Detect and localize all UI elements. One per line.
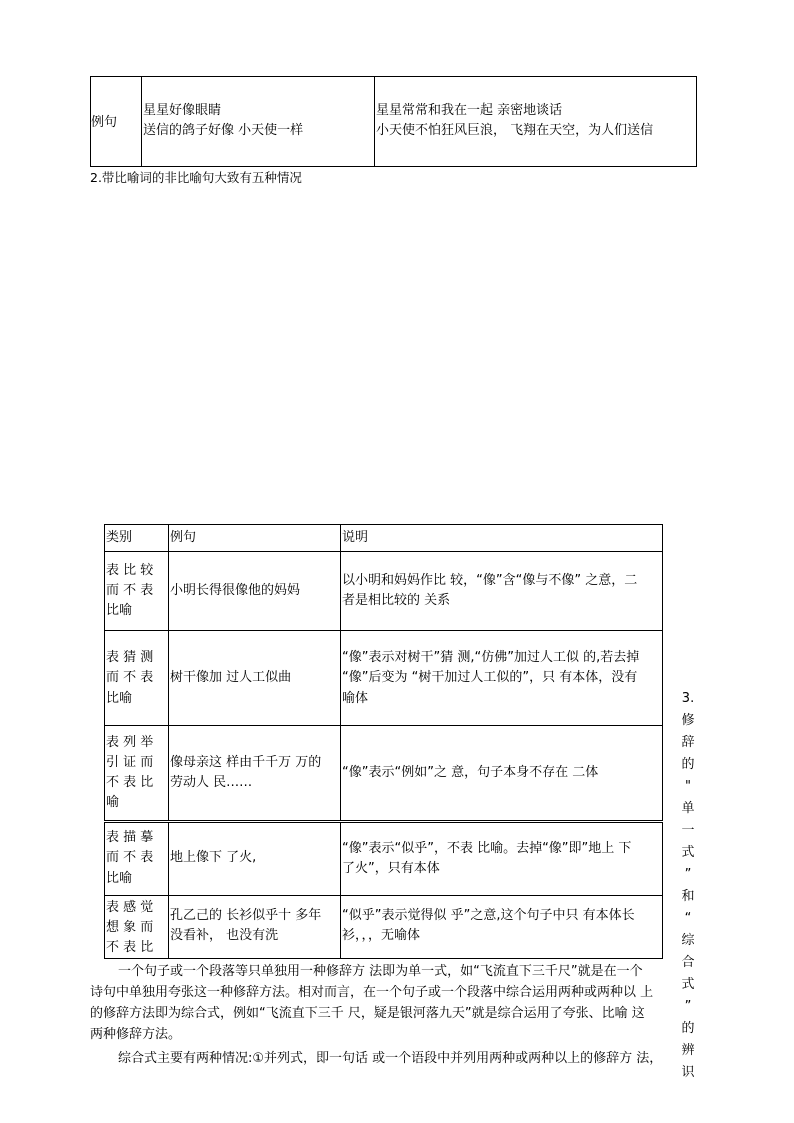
row3-category-line: 引 证 而 [106,755,154,770]
paragraph1-line: 一个句子或一个段落等只单独用一种修辞方 法即为单一式，如“飞流直下三千尺”就是在一个 [118,964,643,979]
header-category: 类别 [106,530,133,545]
row5-category-line: 想 象 而 [106,920,154,935]
row3-example-line: 像母亲这 样由千千万 万的 [170,755,322,770]
row3-category-line: 喻 [106,795,120,810]
heading-2: 2.带比喻词的非比喻句大致有五种情况 [90,170,302,185]
row4-category-line: 比喻 [106,871,133,886]
paragraph2-line: 综合式主要有两种情况:①并列式，即一句话 或一个语段中并列用两种或两种以上的修辞方 法， [118,1051,663,1066]
table1-col1-line: 送信的鸽子好像 小天使一样 [143,123,304,138]
row1-note-line: 者是相比较的 关系 [342,593,451,608]
row5-category-line: 不 表 比 [106,940,154,955]
table1-col2-line: 星星常常和我在一起 亲密地谈话 [376,103,563,118]
row1-note-line: 以小明和妈妈作比 较，“像”含“像与不像” 之意，二 [342,573,638,588]
paragraph1-line: 诗句中单独用夸张这一种修辞方法。相对而言，在一个句子或一个段落中综合运用两种或两种以 上 [90,985,654,1000]
row5-category-line: 表 感 觉 [106,900,154,915]
row2-example: 树干像加 过人工似曲 [170,670,292,685]
row3-category-line: 表 列 举 [106,735,154,750]
row2-category-line: 比喻 [106,691,133,706]
row3-note: “像”表示“例如”之 意，句子本身不存在 二体 [342,765,599,780]
row2-category-line: 表 猜 测 [106,650,154,665]
row2-note-line: “像”后变为 “树干加过人工似的”，只 有本体，没有 [342,670,638,685]
row2-note-line: “像”表示对树干”猜 测,“仿佛”加过人工似 的,若去掉 [342,650,640,665]
side-heading-char: 3. [681,691,695,706]
paragraph1-line: 的修辞方法即为综合式，例如“飞流直下三千 尺，疑是银河落九天”就是综合运用了夸张、比喻 这 [90,1006,645,1021]
row1-category-line: 表 比 较 [106,563,154,578]
side-heading-char: 式 [681,845,695,860]
row3-example-line: 劳动人 民…… [170,775,253,790]
side-heading-char: 辞 [681,735,695,750]
row4-example: 地上像下 了火, [170,850,257,865]
table2-header-cell [340,524,663,552]
header-example: 例句 [170,530,197,545]
side-heading-char: 式 [681,977,695,992]
side-heading-char: “ [684,911,692,926]
table1-col2-line: 小天使不怕狂风巨浪， 飞翔在天空，为人们送信 [376,123,654,138]
side-heading-char: 修 [681,713,695,728]
header-note: 说明 [342,530,369,545]
row1-category-line: 比喻 [106,603,133,618]
row4-category-line: 而 不 表 [106,850,154,865]
table1-row-label: 例句 [91,115,118,130]
paragraph1-line: 两种修辞方法。 [90,1027,182,1042]
row5-example-line: 孔乙己的 长衫似乎十 多年 [170,908,322,923]
side-heading-char: 识 [681,1065,695,1080]
row4-category-line: 表 描 摹 [106,830,154,845]
side-heading-char: 一 [681,823,695,838]
row3-category-line: 不 表 比 [106,775,154,790]
row4-note-line: “像”表示“似乎”，不表 比喻。去掉“像”即”地上 下 [342,841,632,856]
side-heading-char: " [685,779,691,794]
side-heading-char: 和 [681,889,695,904]
row1-example: 小明长得很像他的妈妈 [170,583,301,598]
row5-example-line: 没看补， 也没有洗 [170,928,279,943]
side-heading-char: 综 [681,933,695,948]
side-heading-char: ” [684,867,692,882]
side-heading-char: 的 [681,757,695,772]
row5-note-line: “似乎”表示觉得似 乎”之意,这个句子中只 有本体长 [342,908,635,923]
side-heading-char: 的 [681,1021,695,1036]
row5-note-line: 衫，，，无喻体 [342,928,421,943]
row2-note-line: 喻体 [342,691,369,706]
side-heading-char: 单 [681,801,695,816]
side-heading-char: ” [684,999,692,1014]
table1-col1-line: 星星好像眼睛 [143,103,222,118]
side-heading-char: 辨 [681,1043,695,1058]
side-heading-char: 合 [681,955,695,970]
row1-category-line: 而 不 表 [106,583,154,598]
row2-category-line: 而 不 表 [106,670,154,685]
row4-note-line: 了火”，只有本体 [342,861,440,876]
